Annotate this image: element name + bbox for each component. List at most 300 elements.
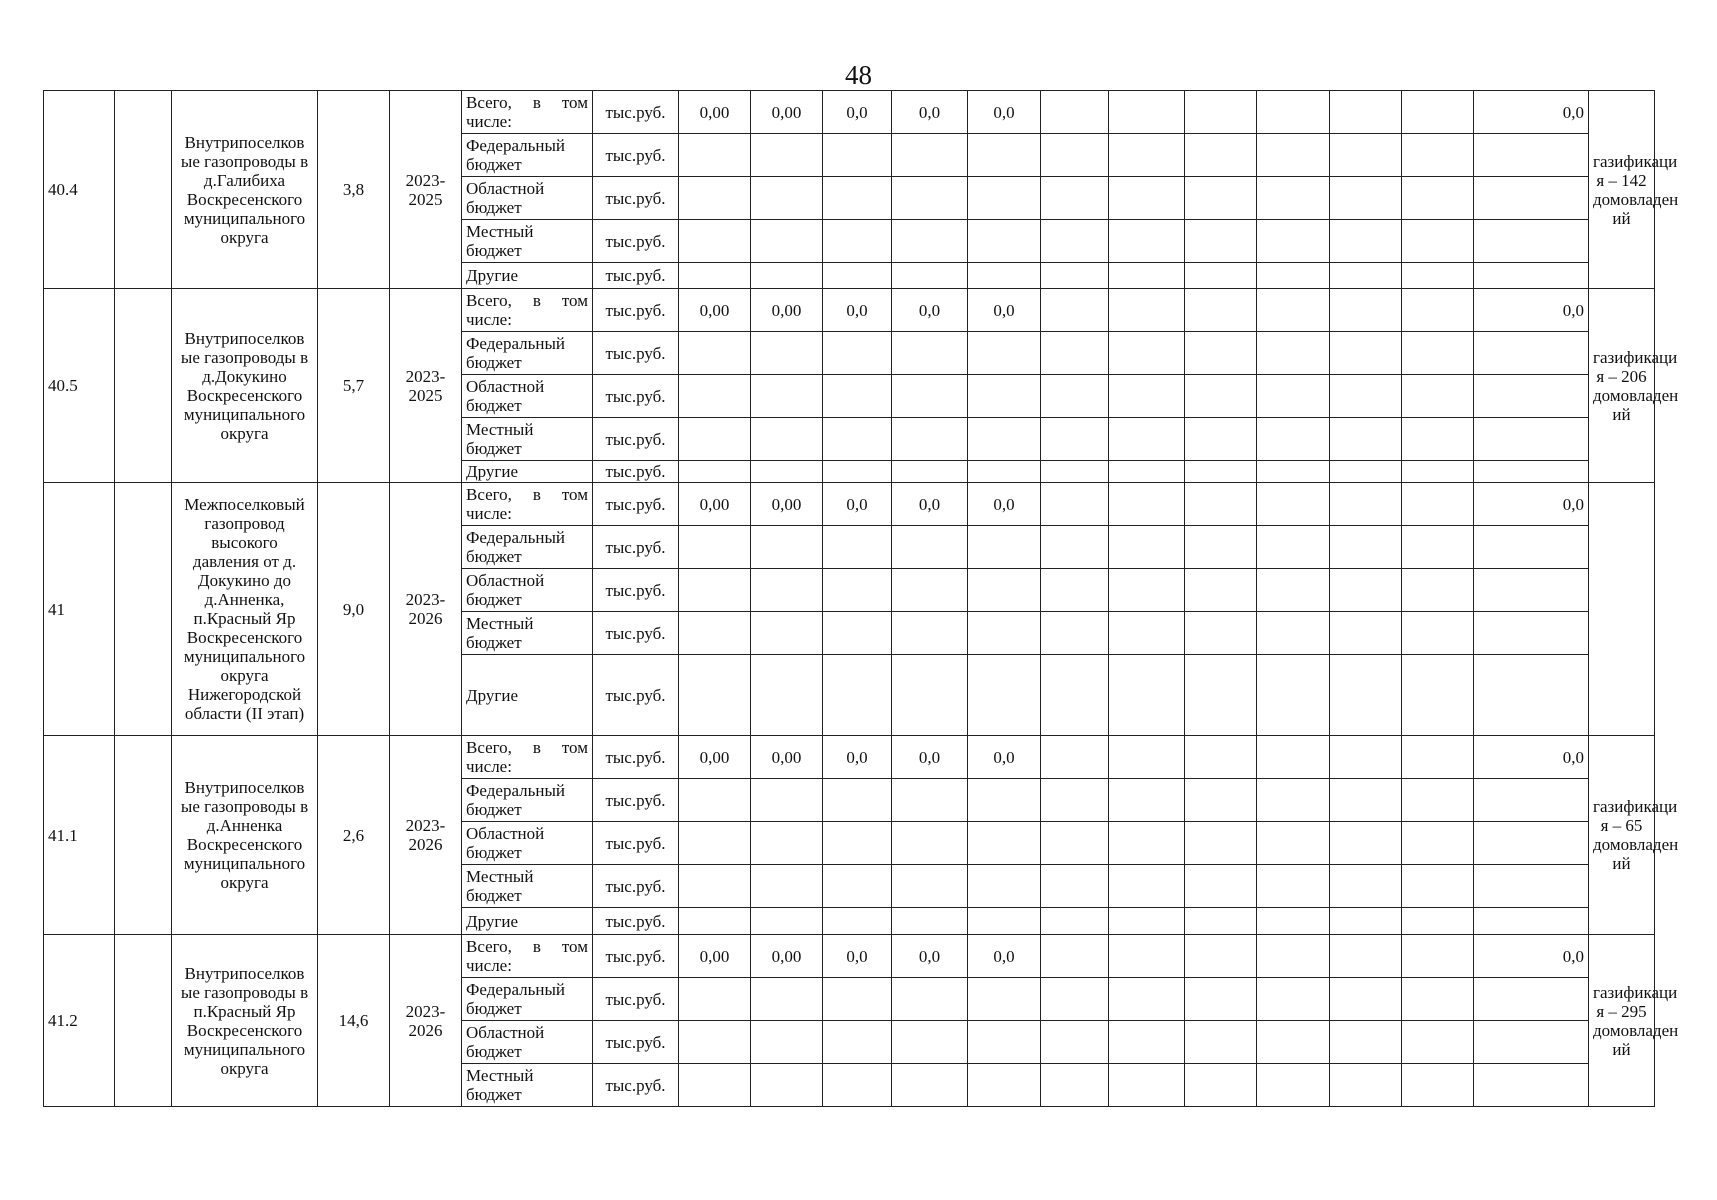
value-cell xyxy=(679,461,751,483)
total-cell xyxy=(1474,569,1589,612)
value-cell xyxy=(751,177,823,220)
value-cell xyxy=(751,134,823,177)
object-name xyxy=(172,91,318,289)
empty-value-cell xyxy=(1330,569,1402,612)
length-km: 9,0 xyxy=(318,483,390,736)
empty-value-cell xyxy=(1402,332,1474,375)
value-cell xyxy=(968,779,1041,822)
value-cell xyxy=(968,1064,1041,1107)
row-number: 41.2 xyxy=(44,935,115,1107)
value-cell xyxy=(968,978,1041,1021)
value-cell xyxy=(892,865,968,908)
expected-result-line: домовладен xyxy=(1593,189,1679,209)
value-cell xyxy=(751,822,823,865)
value-cell xyxy=(823,418,892,461)
total-cell: 0,0 xyxy=(1474,935,1589,978)
empty-value-cell xyxy=(1402,865,1474,908)
source-label-line: Другие xyxy=(466,685,518,705)
source-label-line: Федеральный xyxy=(466,334,565,353)
empty-value-cell xyxy=(1041,736,1109,779)
object-name-line: ые газопроводы в xyxy=(180,347,309,367)
value-cell: 0,00 xyxy=(679,935,751,978)
empty-value-cell xyxy=(1402,779,1474,822)
empty-value-cell xyxy=(1109,263,1185,289)
empty-value-cell xyxy=(1257,1021,1330,1064)
object-name-line: муниципального xyxy=(183,404,306,424)
value-cell xyxy=(679,612,751,655)
value-cell xyxy=(751,978,823,1021)
value-cell xyxy=(823,220,892,263)
value-cell xyxy=(679,908,751,935)
empty-value-cell xyxy=(1185,935,1257,978)
empty-value-cell xyxy=(1109,1064,1185,1107)
value-cell xyxy=(968,375,1041,418)
empty-value-cell xyxy=(1257,1064,1330,1107)
empty-value-cell xyxy=(1257,935,1330,978)
empty-value-cell xyxy=(1185,569,1257,612)
value-cell: 0,0 xyxy=(892,483,968,526)
object-name-line: округа xyxy=(220,1058,269,1078)
unit-cell: тыс.руб. xyxy=(593,978,679,1021)
object-name-line: округа xyxy=(220,423,269,443)
empty-value-cell xyxy=(1185,332,1257,375)
source-label-line: бюджет xyxy=(466,439,522,458)
value-cell xyxy=(823,569,892,612)
empty-value-cell xyxy=(1109,736,1185,779)
empty-cell xyxy=(115,289,172,483)
value-cell xyxy=(751,1064,823,1107)
value-cell xyxy=(968,612,1041,655)
value-cell xyxy=(823,1021,892,1064)
source-label-line: бюджет xyxy=(466,241,522,260)
source-local xyxy=(462,865,593,908)
empty-value-cell xyxy=(1330,418,1402,461)
expected-result xyxy=(1589,289,1679,483)
value-cell xyxy=(892,375,968,418)
empty-value-cell xyxy=(1257,978,1330,1021)
total-cell xyxy=(1474,1064,1589,1107)
source-label-line: бюджет xyxy=(466,1042,522,1061)
period-line: 2025 xyxy=(408,385,443,405)
row-number: 40.4 xyxy=(44,91,115,289)
unit-cell: тыс.руб. xyxy=(593,461,679,483)
source-label-line: бюджет xyxy=(466,800,522,819)
row-number: 41.1 xyxy=(44,736,115,935)
empty-value-cell xyxy=(1257,779,1330,822)
value-cell xyxy=(751,779,823,822)
value-cell: 0,0 xyxy=(892,289,968,332)
empty-value-cell xyxy=(1185,177,1257,220)
value-cell xyxy=(892,220,968,263)
empty-value-cell xyxy=(1185,526,1257,569)
length-km: 5,7 xyxy=(318,289,390,483)
empty-value-cell xyxy=(1041,461,1109,483)
empty-value-cell xyxy=(1109,483,1185,526)
page-number: 48 xyxy=(845,60,872,90)
empty-value-cell xyxy=(1257,418,1330,461)
empty-value-cell xyxy=(1041,375,1109,418)
expected-result xyxy=(1589,91,1679,289)
value-cell xyxy=(679,822,751,865)
value-cell: 0,00 xyxy=(751,736,823,779)
source-label-line: Федеральный xyxy=(466,528,565,547)
length-km: 3,8 xyxy=(318,91,390,289)
source-federal xyxy=(462,978,593,1021)
total-cell xyxy=(1474,655,1589,736)
source-regional xyxy=(462,375,593,418)
value-cell xyxy=(751,569,823,612)
empty-value-cell xyxy=(1330,736,1402,779)
object-name-line: д.Докукино xyxy=(202,366,287,386)
expected-result-line: я – 65 xyxy=(1600,816,1643,835)
source-label-line: Всего, в том xyxy=(466,738,588,757)
object-name-line: п.Красный Яр xyxy=(193,1001,296,1021)
source-label-line: Другие xyxy=(466,462,518,481)
empty-value-cell xyxy=(1041,332,1109,375)
period-line: 2026 xyxy=(408,609,443,628)
empty-value-cell xyxy=(1109,908,1185,935)
value-cell: 0,0 xyxy=(823,483,892,526)
length-km: 14,6 xyxy=(318,935,390,1107)
empty-value-cell xyxy=(1402,908,1474,935)
empty-value-cell xyxy=(1041,779,1109,822)
source-label-line: числе: xyxy=(466,956,512,975)
empty-value-cell xyxy=(1185,908,1257,935)
value-cell xyxy=(823,332,892,375)
source-local xyxy=(462,1064,593,1107)
total-cell xyxy=(1474,526,1589,569)
source-regional xyxy=(462,569,593,612)
unit-cell: тыс.руб. xyxy=(593,289,679,332)
source-label-line: числе: xyxy=(466,310,512,329)
expected-result-line: газификаци xyxy=(1593,151,1678,171)
source-local xyxy=(462,220,593,263)
period-line: 2026 xyxy=(408,1020,443,1040)
unit-cell: тыс.руб. xyxy=(593,483,679,526)
object-name-line: муниципального xyxy=(183,854,306,873)
expected-result xyxy=(1589,935,1679,1107)
table-row xyxy=(44,483,1655,526)
empty-value-cell xyxy=(1109,779,1185,822)
empty-value-cell xyxy=(1330,177,1402,220)
value-cell xyxy=(968,220,1041,263)
empty-value-cell xyxy=(1185,612,1257,655)
source-label-line: бюджет xyxy=(466,843,522,862)
value-cell: 0,00 xyxy=(679,483,751,526)
unit-cell: тыс.руб. xyxy=(593,935,679,978)
empty-value-cell xyxy=(1041,526,1109,569)
source-total xyxy=(462,935,593,978)
object-name-line: д.Анненка, xyxy=(204,590,285,609)
empty-value-cell xyxy=(1185,220,1257,263)
empty-value-cell xyxy=(1185,779,1257,822)
object-name-line: давления от д. xyxy=(192,552,297,571)
value-cell xyxy=(968,1021,1041,1064)
unit-cell: тыс.руб. xyxy=(593,908,679,935)
expected-result-line: я – 206 xyxy=(1596,366,1647,386)
value-cell: 0,0 xyxy=(892,736,968,779)
empty-value-cell xyxy=(1185,1021,1257,1064)
empty-value-cell xyxy=(1330,91,1402,134)
empty-value-cell xyxy=(1109,935,1185,978)
source-federal xyxy=(462,134,593,177)
value-cell xyxy=(679,1021,751,1064)
total-cell xyxy=(1474,263,1589,289)
expected-result-line: ий xyxy=(1612,854,1631,873)
source-label-line: Местный xyxy=(466,867,534,886)
empty-value-cell xyxy=(1330,461,1402,483)
value-cell xyxy=(751,332,823,375)
object-name-line: Воскресенского xyxy=(186,385,303,405)
value-cell xyxy=(892,526,968,569)
value-cell: 0,0 xyxy=(968,289,1041,332)
source-total xyxy=(462,91,593,134)
value-cell xyxy=(892,822,968,865)
empty-value-cell xyxy=(1041,263,1109,289)
source-label-line: бюджет xyxy=(466,886,522,905)
object-name xyxy=(172,289,318,483)
empty-value-cell xyxy=(1330,1021,1402,1064)
value-cell xyxy=(892,461,968,483)
value-cell xyxy=(892,978,968,1021)
empty-value-cell xyxy=(1185,134,1257,177)
total-cell xyxy=(1474,332,1589,375)
period-line: 2025 xyxy=(408,189,443,209)
empty-value-cell xyxy=(1257,822,1330,865)
value-cell xyxy=(892,612,968,655)
object-name-line: ые газопроводы в xyxy=(180,797,309,816)
empty-value-cell xyxy=(1402,418,1474,461)
empty-value-cell xyxy=(1257,263,1330,289)
source-label-line: бюджет xyxy=(466,155,522,174)
value-cell: 0,0 xyxy=(968,736,1041,779)
table-row xyxy=(44,289,1655,332)
source-label-line: Другие xyxy=(466,911,518,931)
value-cell xyxy=(968,569,1041,612)
source-label-line: Местный xyxy=(466,420,534,439)
value-cell xyxy=(823,526,892,569)
empty-value-cell xyxy=(1257,865,1330,908)
row-number: 40.5 xyxy=(44,289,115,483)
empty-value-cell xyxy=(1402,736,1474,779)
value-cell xyxy=(968,908,1041,935)
empty-value-cell xyxy=(1109,865,1185,908)
unit-cell: тыс.руб. xyxy=(593,736,679,779)
source-regional xyxy=(462,1021,593,1064)
source-total xyxy=(462,289,593,332)
empty-value-cell xyxy=(1109,134,1185,177)
empty-value-cell xyxy=(1041,908,1109,935)
source-total xyxy=(462,736,593,779)
value-cell xyxy=(968,263,1041,289)
source-other xyxy=(462,461,593,483)
empty-value-cell xyxy=(1185,978,1257,1021)
value-cell xyxy=(679,418,751,461)
value-cell xyxy=(751,418,823,461)
object-name-line: Нижегородской xyxy=(187,685,302,704)
value-cell xyxy=(679,177,751,220)
source-label-line: Всего, в том xyxy=(466,485,588,504)
value-cell xyxy=(823,461,892,483)
source-label-line: Федеральный xyxy=(466,980,565,999)
unit-cell: тыс.руб. xyxy=(593,822,679,865)
empty-value-cell xyxy=(1109,1021,1185,1064)
total-cell xyxy=(1474,779,1589,822)
source-label-line: Областной xyxy=(466,571,545,590)
source-label-line: бюджет xyxy=(466,547,522,566)
expected-result-line: ий xyxy=(1612,404,1631,424)
object-name-line: Межпоселковый xyxy=(184,495,305,514)
value-cell: 0,00 xyxy=(751,91,823,134)
period xyxy=(390,289,462,483)
value-cell xyxy=(968,418,1041,461)
empty-value-cell xyxy=(1402,91,1474,134)
value-cell xyxy=(679,779,751,822)
source-label-line: Федеральный xyxy=(466,781,565,800)
source-total xyxy=(462,483,593,526)
value-cell xyxy=(892,418,968,461)
empty-value-cell xyxy=(1041,91,1109,134)
value-cell: 0,0 xyxy=(823,289,892,332)
object-name-line: Докукино до xyxy=(198,571,291,590)
value-cell: 0,00 xyxy=(751,935,823,978)
source-label-line: бюджет xyxy=(466,1085,522,1104)
value-cell xyxy=(679,1064,751,1107)
source-other xyxy=(462,655,593,736)
source-label-line: Местный xyxy=(466,614,534,633)
empty-value-cell xyxy=(1041,1021,1109,1064)
empty-value-cell xyxy=(1185,418,1257,461)
source-label-line: числе: xyxy=(466,112,512,131)
empty-value-cell xyxy=(1330,935,1402,978)
empty-value-cell xyxy=(1402,375,1474,418)
unit-cell: тыс.руб. xyxy=(593,134,679,177)
value-cell xyxy=(679,569,751,612)
empty-value-cell xyxy=(1185,483,1257,526)
value-cell xyxy=(679,332,751,375)
value-cell xyxy=(823,1064,892,1107)
object-name xyxy=(172,935,318,1107)
source-other xyxy=(462,263,593,289)
value-cell: 0,00 xyxy=(679,91,751,134)
source-regional xyxy=(462,822,593,865)
empty-value-cell xyxy=(1402,263,1474,289)
value-cell xyxy=(823,822,892,865)
object-name-line: Воскресенского xyxy=(186,628,303,647)
empty-value-cell xyxy=(1330,612,1402,655)
unit-cell: тыс.руб. xyxy=(593,91,679,134)
empty-value-cell xyxy=(1041,978,1109,1021)
object-name-line: ые газопроводы в xyxy=(180,982,309,1002)
empty-value-cell xyxy=(1109,461,1185,483)
empty-value-cell xyxy=(1330,865,1402,908)
value-cell: 0,0 xyxy=(968,483,1041,526)
empty-value-cell xyxy=(1185,1064,1257,1107)
expected-result-line: домовладен xyxy=(1593,835,1679,854)
object-name-line: Воскресенского xyxy=(186,1020,303,1040)
empty-value-cell xyxy=(1402,569,1474,612)
value-cell xyxy=(968,526,1041,569)
total-cell xyxy=(1474,134,1589,177)
total-cell xyxy=(1474,822,1589,865)
empty-value-cell xyxy=(1402,461,1474,483)
value-cell xyxy=(892,332,968,375)
unit-cell: тыс.руб. xyxy=(593,177,679,220)
object-name-line: Воскресенского xyxy=(186,835,303,854)
value-cell: 0,00 xyxy=(751,289,823,332)
empty-value-cell xyxy=(1041,935,1109,978)
value-cell xyxy=(892,779,968,822)
empty-cell xyxy=(115,736,172,935)
value-cell xyxy=(968,655,1041,736)
value-cell xyxy=(892,134,968,177)
expected-result-line: газификаци xyxy=(1593,982,1678,1002)
value-cell xyxy=(892,263,968,289)
empty-value-cell xyxy=(1185,865,1257,908)
empty-value-cell xyxy=(1109,612,1185,655)
value-cell xyxy=(892,908,968,935)
empty-value-cell xyxy=(1109,91,1185,134)
value-cell: 0,0 xyxy=(968,91,1041,134)
object-name-line: округа xyxy=(220,873,269,892)
empty-value-cell xyxy=(1257,375,1330,418)
empty-value-cell xyxy=(1257,655,1330,736)
value-cell xyxy=(823,908,892,935)
empty-value-cell xyxy=(1257,134,1330,177)
empty-value-cell xyxy=(1109,375,1185,418)
empty-value-cell xyxy=(1257,289,1330,332)
value-cell: 0,0 xyxy=(892,935,968,978)
object-name-line: газопровод xyxy=(204,514,285,533)
empty-value-cell xyxy=(1041,655,1109,736)
empty-value-cell xyxy=(1185,655,1257,736)
total-cell xyxy=(1474,220,1589,263)
value-cell xyxy=(823,865,892,908)
value-cell xyxy=(892,1021,968,1064)
value-cell: 0,0 xyxy=(823,91,892,134)
unit-cell: тыс.руб. xyxy=(593,1064,679,1107)
source-regional xyxy=(462,177,593,220)
source-label-line: Федеральный xyxy=(466,136,565,155)
empty-value-cell xyxy=(1041,220,1109,263)
value-cell xyxy=(751,908,823,935)
empty-value-cell xyxy=(1330,263,1402,289)
period xyxy=(390,91,462,289)
empty-value-cell xyxy=(1109,289,1185,332)
unit-cell: тыс.руб. xyxy=(593,375,679,418)
empty-value-cell xyxy=(1402,220,1474,263)
empty-value-cell xyxy=(1109,569,1185,612)
value-cell: 0,00 xyxy=(751,483,823,526)
object-name xyxy=(172,736,318,935)
empty-value-cell xyxy=(1041,569,1109,612)
unit-cell: тыс.руб. xyxy=(593,612,679,655)
unit-cell: тыс.руб. xyxy=(593,1021,679,1064)
object-name-line: муниципального xyxy=(183,1039,306,1059)
empty-value-cell xyxy=(1402,177,1474,220)
empty-value-cell xyxy=(1330,822,1402,865)
value-cell xyxy=(751,612,823,655)
empty-value-cell xyxy=(1041,865,1109,908)
value-cell xyxy=(679,865,751,908)
empty-cell xyxy=(115,91,172,289)
object-name-line: муниципального xyxy=(183,647,306,666)
value-cell xyxy=(679,655,751,736)
unit-cell: тыс.руб. xyxy=(593,569,679,612)
empty-value-cell xyxy=(1041,177,1109,220)
value-cell xyxy=(679,134,751,177)
unit-cell: тыс.руб. xyxy=(593,655,679,736)
